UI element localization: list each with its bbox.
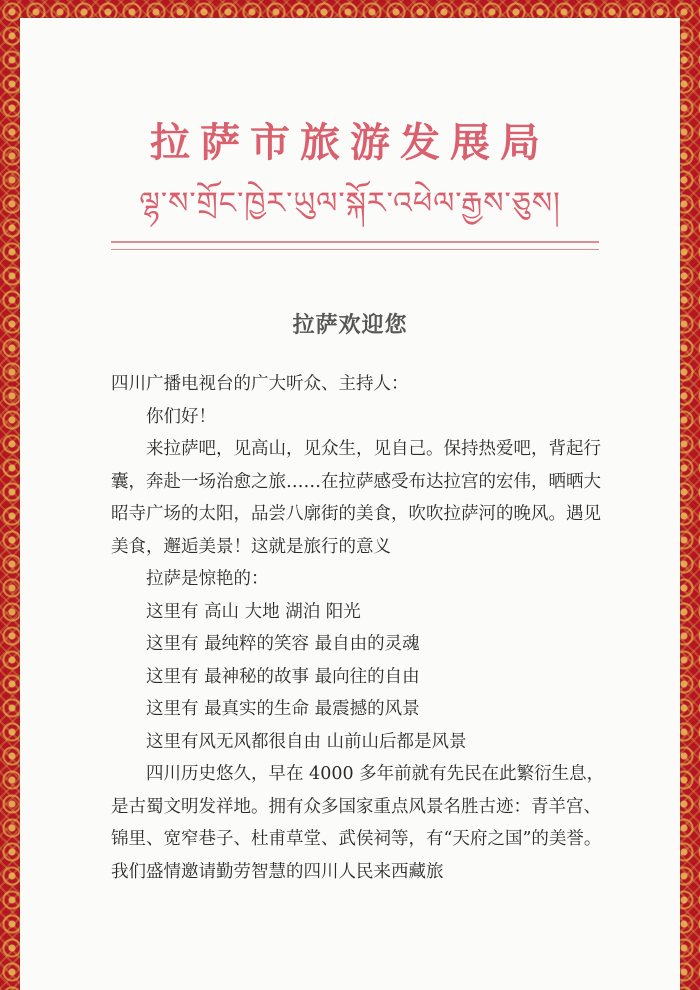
paragraph-intro: 来拉萨吧，见高山，见众生，见自己。保持热爱吧，背起行囊，奔赴一场治愈之旅……在拉萨感受布达拉宫的宏伟，晒晒大昭寺广场的太阳，品尝八廓街的美食，吹吹拉萨河的晚风。遇见美食，邂逅美景！这就是旅行的意义 xyxy=(111,439,601,557)
paragraph-sichuan: 四川历史悠久，早在 4000 多年前就有先民在此繁衍生息，是古蜀文明发祥地。拥有众多国家重点风景名胜古迹：青羊宫、锦里、宽窄巷子、杜甫草堂、武侯祠等，有“天府之国”的美誉。我们盛情邀请勤劳智慧的四川人民来西藏旅 xyxy=(111,764,605,882)
letter-body xyxy=(111,368,611,888)
letterhead-title: 拉萨市旅游发展局 xyxy=(150,119,550,166)
verse-line: 这里有 最神秘的故事 最向往的自由 xyxy=(146,666,420,687)
verse-line: 这里有风无风都很自由 山前山后都是风景 xyxy=(146,731,467,752)
letterhead-divider-top xyxy=(111,241,599,243)
verse-line: 这里有 高山 大地 湖泊 阳光 xyxy=(146,601,361,622)
verse-line: 这里有 最纯粹的笑容 最自由的灵魂 xyxy=(146,634,420,654)
salutation: 四川广播电视台的广大听众、主持人： xyxy=(111,374,409,394)
letterhead-title-tibetan: ལྷ་ས་གྲོང་ཁྱེར་ཡུལ་སྐོར་འཕེལ་རྒྱས་ཅུས། xyxy=(139,186,561,221)
letterhead-divider-bottom xyxy=(111,249,599,250)
intro-line: 拉萨是惊艳的： xyxy=(146,569,269,589)
greeting: 你们好！ xyxy=(146,406,216,427)
document-title: 拉萨欢迎您 xyxy=(292,312,408,338)
letter-page xyxy=(20,18,680,990)
verse-line: 这里有 最真实的生命 最震撼的风景 xyxy=(146,699,420,719)
